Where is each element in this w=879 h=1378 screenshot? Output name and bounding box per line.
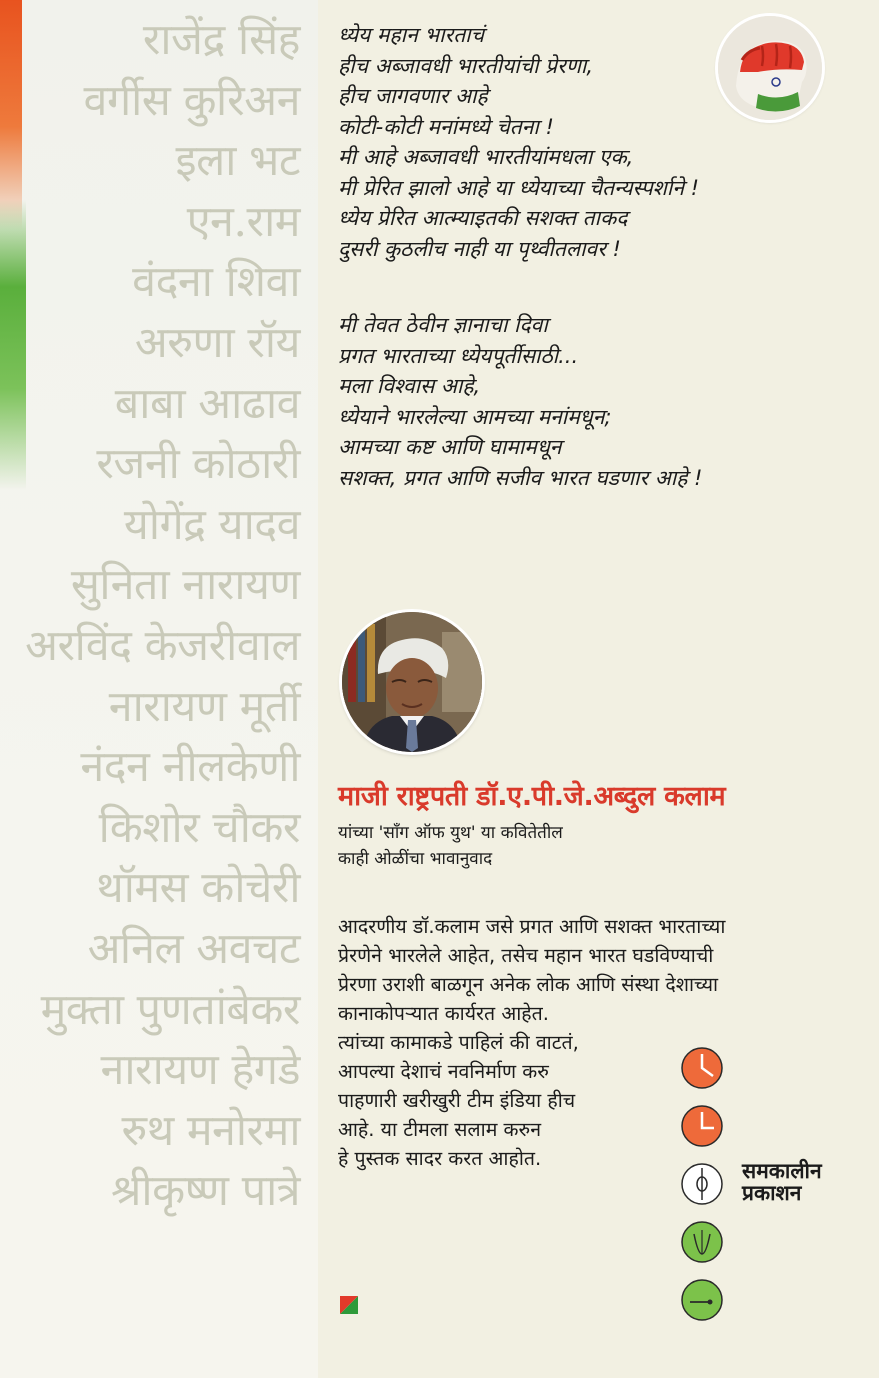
publisher-line: समकालीन xyxy=(742,1159,822,1183)
description-line: आदरणीय डॉ.कलाम जसे प्रगत आणि सशक्त भारताच्या xyxy=(338,915,726,938)
name-item: रजनी कोठारी xyxy=(96,439,300,490)
fist-tricolor-image xyxy=(718,16,822,120)
name-item: सुनिता नारायण xyxy=(70,560,300,611)
author-subtitle-line: यांच्या 'साँग ऑफ युथ' या कवितेतील xyxy=(338,823,563,843)
author-name: माजी राष्ट्रपती डॉ.ए.पी.जे.अब्दुल कलाम xyxy=(338,781,726,812)
description-line: प्रेरणा उराशी बाळगून अनेक लोक आणि संस्था देशाच्या xyxy=(338,973,719,996)
author-subtitle-line: काही ओळींचा भावानुवाद xyxy=(338,849,493,869)
kalam-portrait-image xyxy=(342,612,482,752)
poem-line: प्रगत भारताच्या ध्येयपूर्तीसाठी... xyxy=(338,343,579,368)
name-item: राजेंद्र सिंह xyxy=(142,15,300,65)
name-item: मुक्ता पुणतांबेकर xyxy=(40,984,300,1035)
poem-line: सशक्त, प्रगत आणि सजीव भारत घडणार आहे ! xyxy=(338,465,703,490)
name-item: थॉमस कोचेरी xyxy=(96,863,300,914)
names-list xyxy=(0,10,300,1222)
description xyxy=(338,912,725,1173)
description-line: पाहणारी खरीखुरी टीम इंडिया हीच xyxy=(338,1089,576,1112)
stanza-gap xyxy=(338,264,808,310)
publisher-name xyxy=(742,1160,822,1204)
poem-line: मी तेवत ठेवीन ज्ञानाचा दिवा xyxy=(338,313,548,337)
poem-line: दुसरी कुठलीच नाही या पृथ्वीतलावर ! xyxy=(338,236,621,261)
description-line: आपल्या देशाचं नवनिर्माण करु xyxy=(338,1060,549,1083)
name-item: योगेंद्र यादव xyxy=(123,499,300,550)
poem-line: ध्येय प्रेरित आत्म्याइतकी सशक्त ताकद xyxy=(338,206,628,230)
poem-line: कोटी-कोटी मनांमध्ये चेतना ! xyxy=(338,114,554,139)
poem-line: मला विश्वास आहे, xyxy=(338,374,481,398)
poem-line: मी आहे अब्जावधी भारतीयांमधला एक, xyxy=(338,145,634,169)
name-item: किशोर चौकर xyxy=(98,802,300,853)
poem-line: ध्येयाने भारलेल्या आमच्या मनांमधून; xyxy=(338,404,612,429)
name-item: वंदना शिवा xyxy=(132,257,300,308)
description-line: आहे. या टीमला सलाम करुन xyxy=(338,1118,542,1141)
logo-orange-circle-2 xyxy=(680,1104,724,1148)
corner-mark-icon xyxy=(340,1296,358,1314)
poem-line: ध्येय महान भारताचं xyxy=(338,23,484,47)
description-line: त्यांच्या कामाकडे पाहिलं की वाटतं, xyxy=(338,1031,579,1054)
logo-white-circle xyxy=(680,1162,724,1206)
poem-line: हीच जागवणार आहे xyxy=(338,84,488,108)
description-line: प्रेरणेने भारलेले आहेत, तसेच महान भारत घडविण्याची xyxy=(338,944,714,967)
author-subtitle xyxy=(338,820,563,872)
poem-line: हीच अब्जावधी भारतीयांची प्रेरणा, xyxy=(338,53,594,78)
name-item: अरुणा रॉय xyxy=(134,317,300,368)
name-item: रुथ मनोरमा xyxy=(121,1105,300,1156)
description-line: हे पुस्तक सादर करत आहोत. xyxy=(338,1147,542,1170)
logo-orange-circle-1 xyxy=(680,1046,724,1090)
logo-green-circle-2 xyxy=(680,1278,724,1322)
name-item: नंदन नीलकेणी xyxy=(80,742,300,793)
publisher-line: प्रकाशन xyxy=(742,1181,802,1205)
name-item: श्रीकृष्ण पात्रे xyxy=(110,1166,300,1217)
name-item: इला भट xyxy=(175,136,300,187)
name-item: नारायण हेगडे xyxy=(100,1045,300,1096)
logo-green-circle-1 xyxy=(680,1220,724,1264)
poem-line: मी प्रेरित झालो आहे या ध्येयाच्या चैतन्यस्पर्शाने ! xyxy=(338,175,700,200)
name-item: बाबा आढाव xyxy=(114,378,300,429)
poem-line: आमच्या कष्ट आणि घामामधून xyxy=(338,435,562,459)
name-item: नारायण मूर्ती xyxy=(108,681,300,732)
name-item: वर्गीस कुरिअन xyxy=(83,75,300,126)
name-item: एन.राम xyxy=(186,196,300,247)
name-item: अरविंद केजरीवाल xyxy=(25,620,300,671)
description-line: कानाकोपऱ्यात कार्यरत आहेत. xyxy=(338,1002,549,1025)
name-item: अनिल अवचट xyxy=(87,923,300,974)
names-panel xyxy=(0,0,318,1378)
